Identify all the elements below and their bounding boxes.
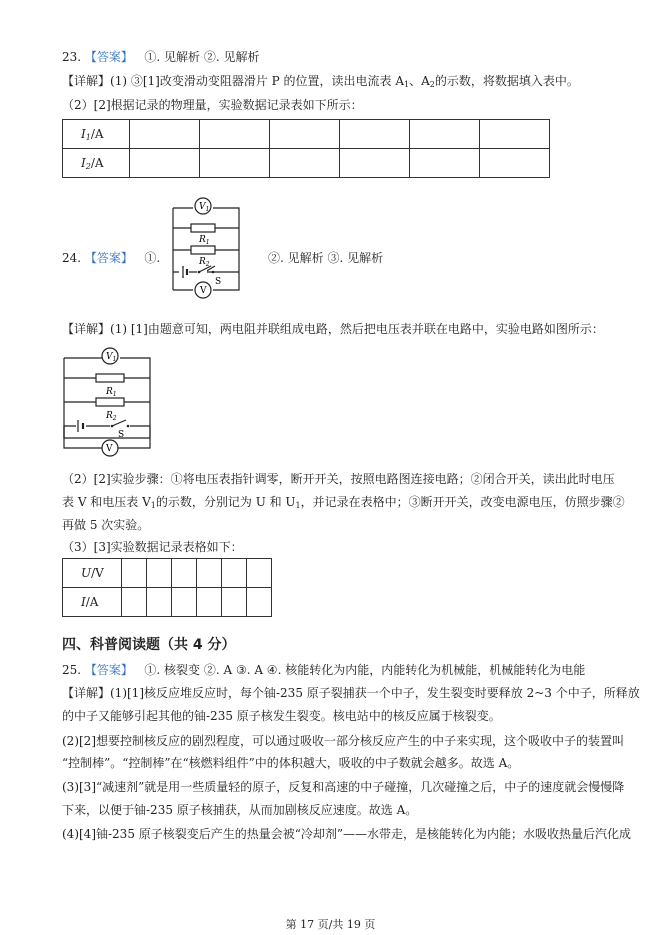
circuit-r1-label: $R_1$ bbox=[199, 235, 210, 246]
q24-answer-rest: ②. 见解析 ③. 见解析 bbox=[268, 251, 384, 265]
q24-answer-1: ①. bbox=[144, 251, 161, 265]
table-row bbox=[63, 149, 550, 178]
table-cell bbox=[122, 559, 147, 588]
circuit2-v1-label: $V_1$ bbox=[106, 352, 117, 363]
table-cell bbox=[270, 120, 340, 149]
page-footer: 第 17 页/共 19 页 bbox=[285, 918, 376, 931]
q25-line-7: (4)[4]铀-235 原子核裂变后产生的热量会被“冷却剂”——水带走，是核能转化为内能；水吸收热量后汽化成 bbox=[62, 827, 632, 841]
q24-number: 24. bbox=[62, 251, 82, 265]
table-cell bbox=[410, 149, 480, 178]
table-cell bbox=[222, 559, 247, 588]
table-cell-label: $I_1/A$ bbox=[63, 120, 130, 149]
q23-detail-1 bbox=[62, 73, 579, 93]
q25-line-5: (3)[3]“减速剂”就是用一些质量轻的原子，反复和高速的中子碰撞，几次碰撞之后，中子的速度就会慢慢降 bbox=[62, 780, 625, 794]
q23-answer-text: ①. 见解析 ②. 见解析 bbox=[144, 50, 260, 64]
table-cell bbox=[130, 120, 200, 149]
q23-data-table bbox=[62, 119, 550, 178]
q24-detail-2c: 再做 5 次实验。 bbox=[62, 518, 150, 532]
q23-sub-1: 1 bbox=[404, 80, 410, 89]
q24-detail-tag: 【详解】 bbox=[62, 322, 111, 336]
table-cell bbox=[197, 559, 222, 588]
table-cell bbox=[147, 588, 172, 617]
q23-sub-2: 2 bbox=[429, 80, 435, 89]
table-cell bbox=[147, 559, 172, 588]
table-cell bbox=[197, 588, 222, 617]
q24-detail-3: （3）[3]实验数据记录表格如下： bbox=[62, 540, 243, 554]
table-cell bbox=[200, 120, 270, 149]
table-cell bbox=[480, 149, 550, 178]
section-title: 四、科普阅读题（共 4 分） bbox=[62, 637, 236, 653]
table-cell bbox=[340, 149, 410, 178]
q24-data-table bbox=[62, 558, 272, 617]
q24-detail-text: (1) [1]由题意可知，两电阻并联组成电路，然后把电压表并联在电路中，实验电路如图所示： bbox=[110, 322, 604, 336]
q25-answer-line bbox=[62, 662, 585, 678]
table-cell bbox=[122, 588, 147, 617]
circuit2-v-label: V bbox=[106, 444, 113, 454]
q24-detail-2b: 表 V 和电压表 $V_1$的示数，分别记为 U 和 $U_1$，并记录在表格中；③断开开关，改变电源电压，仿照步骤② bbox=[62, 495, 625, 510]
table-row bbox=[63, 120, 550, 149]
q25-number: 25. bbox=[62, 663, 82, 677]
q25-line-4: “控制棒”。“控制棒”在“核燃料组件”中的体积越大，吸收的中子数就会越多。故选 A。 bbox=[62, 756, 520, 770]
q24-answer-line bbox=[62, 250, 160, 266]
table-cell bbox=[270, 149, 340, 178]
q25-answer-tag: 【答案】 bbox=[84, 663, 133, 677]
table-cell bbox=[200, 149, 270, 178]
circuit-v-label: V bbox=[200, 286, 207, 296]
table-cell bbox=[247, 588, 272, 617]
q23-detail-2: （2）[2]根据记录的物理量，实验数据记录表如下所示： bbox=[62, 98, 363, 112]
table-cell bbox=[480, 120, 550, 149]
q23-detail-text-b: 、A bbox=[409, 74, 430, 88]
table-cell bbox=[410, 120, 480, 149]
table-cell-label: I/A bbox=[63, 588, 122, 617]
q25-answer-text: ①. 核裂变 ②. A ③. A ④. 核能转化为内能，内能转化为机械能，机械能转化为电能 bbox=[144, 663, 586, 677]
circuit2-r1-label: $R_1$ bbox=[106, 387, 117, 398]
table-cell-label: U/V bbox=[63, 559, 122, 588]
q25-line-3: (2)[2]想要控制核反应的剧烈程度，可以通过吸收一部分核反应产生的中子来实现，这个吸收中子的装置叫 bbox=[62, 734, 625, 748]
table-cell-label: $I_2/A$ bbox=[63, 149, 130, 178]
circuit-diagram-answer bbox=[155, 192, 255, 312]
circuit-r2-label: $R_2$ bbox=[199, 257, 210, 268]
q25-line-6: 下来，以便于铀-235 原子核捕获，从而加剧核反应速度。故选 A。 bbox=[62, 803, 418, 817]
table-cell bbox=[247, 559, 272, 588]
circuit2-r2-label: $R_2$ bbox=[106, 411, 117, 422]
q24-detail-2a: （2）[2]实验步骤：①将电压表指针调零，断开开关，按照电路图连接电路；②闭合开关，读出此时电压 bbox=[62, 472, 615, 486]
table-cell bbox=[130, 149, 200, 178]
q25-line-1: 【详解】(1)[1]核反应堆反应时，每个铀-235 原子裂捕获一个中子，发生裂变时要释放 2~3 个中子，所释放 bbox=[62, 686, 640, 700]
q24-detail-1 bbox=[62, 321, 604, 337]
q23-detail-text-c: 的示数，将数据填入表中。 bbox=[434, 74, 579, 88]
q23-detail-text-a: (1) ③[1]改变滑动变阻器滑片 P 的位置，读出电流表 A bbox=[110, 74, 405, 88]
circuit-v1-label: $V_1$ bbox=[199, 202, 210, 213]
table-row bbox=[63, 588, 272, 617]
table-row bbox=[63, 559, 272, 588]
table-cell bbox=[172, 588, 197, 617]
circuit-diagram-detail bbox=[50, 340, 160, 460]
table-cell bbox=[340, 120, 410, 149]
table-cell bbox=[222, 588, 247, 617]
q24-answer-tag: 【答案】 bbox=[84, 251, 133, 265]
circuit-s-label: S bbox=[215, 277, 222, 287]
q23-answer-tag: 【答案】 bbox=[84, 50, 133, 64]
q25-line-2: 的中子又能够引起其他的铀-235 原子核发生裂变。核电站中的核反应属于核裂变。 bbox=[62, 709, 501, 723]
q23-detail-tag: 【详解】 bbox=[62, 74, 111, 88]
q23-number: 23. bbox=[62, 50, 82, 64]
circuit2-s-label: S bbox=[118, 430, 125, 440]
q23-answer-line bbox=[62, 49, 259, 65]
table-cell bbox=[172, 559, 197, 588]
